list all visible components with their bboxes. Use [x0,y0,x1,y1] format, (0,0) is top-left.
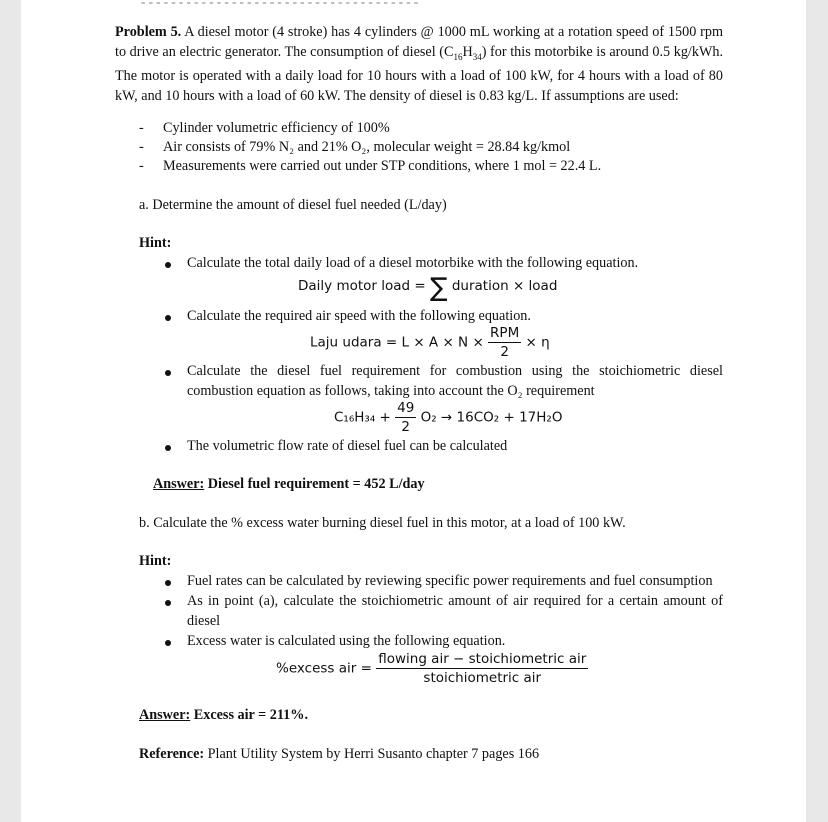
problem-text-2: ) for this motorbike is around 0.5 kg/kWh. The motor is operated with a daily load for 10 hours with a load of 100 kW, for 4 hours with a load of 80 kW, and 10 hours with a load of 60 kW. The density of diesel is 0.83 kg/L. If assumptions are used: [115,43,723,104]
question-a: a. Determine the amount of diesel fuel needed (L/day) [139,197,447,213]
eq2-numerator: RPM [490,325,520,341]
bullet-dot [165,262,171,268]
assumption-text: Cylinder volumetric efficiency of 100% [163,120,390,136]
fraction-rpm [488,325,521,360]
cropped-header-text [141,0,701,4]
bullet-dot [165,580,171,586]
hint-b-bullet-1: Fuel rates can be calculated by reviewing specific power requirements and fuel consumption [187,573,713,589]
problem-label: Problem 5. [115,24,182,40]
hint-label-b: Hint: [139,553,172,569]
problem-text-1: A diesel motor (4 stroke) has 4 cylinders @ 1000 mL working at a rotation speed of 1500 rpm to drive an electric generator. The consumption of diesel (C [115,24,723,60]
eq1-right: duration × load [447,278,558,294]
answer-b-text: Excess air = 211%. [190,707,309,723]
hint-a-bullet-1: Calculate the total daily load of a diesel motorbike with the following equation. [187,255,639,271]
bullet-dot [165,370,171,376]
reference-text: Plant Utility System by Herri Susanto chapter 7 pages 166 [204,746,540,762]
assumption-text: Measurements were carried out under STP conditions, where 1 mol = 22.4 L. [163,158,602,174]
document-page: Problem 5. A diesel motor (4 stroke) has 4 cylinders @ 1000 mL working at a rotation speed of 1500 rpm to drive an electric generator. The consumption of diesel $(C_{16}H_{34})$ for this motorbike is around 0.5 kg/kWh. The motor is operated with a daily load for 10 hours with a load of 100 kW, for 4 hours with a load of 80 kW, and 10 hours with a load of 60 kW. The density of diesel is 0.83 kg/L. If assumptions are used: - Cylinder volumetric efficiency of 100% - Air consists of 79% N₂ and 21% O₂, molecular weight = 28.84 kg/kmol - Measurements were carried out under STP conditions, where 1 mol = 22.4 L. a. Determine the amount of diesel fuel needed (L/day) Hint: Calculate the total daily load of a diesel motorbike with the following equation. Daily motor load = ∑ duration × load Calculate the required air speed with the following equation. Laju udara = L × A × N × $\frac{\text{RPM}}{2}$ × η Calculate the diesel fuel requirement for combustion using the stoichiometric diesel combustion equation as follows, taking into account the O₂ requirement C₁₆H₃₄ + $\frac{49}{2}$ O₂ → 16CO₂ + 17H₂O The volumetric flow rate of diesel fuel can be calculated Answer: Diesel fuel requirement = 452 L/day b. Calculate the % excess water burning diesel fuel in this motor, at a load of 100 kW. Hint: Fuel rates can be calculated by reviewing specific power requirements and fuel consumption As in point (a), calculate the stoichiometric amount of air required for a certain amount of diesel Excess water is calculated using the following equation. %excess air = $\frac{\text{flowing air − stoichiometric air}}{\text{stoichiometric air}}$ Answer: Excess air = 211%. Reference: Plant Utility System by Herri Susanto chapter 7 pages 166 [21,0,806,822]
eq2-denominator: 2 [500,344,509,360]
formula-sub-c: 16 [453,51,463,62]
bullet-dot [165,445,171,451]
fraction-49-2 [395,400,416,435]
hint-b-bullet-3: Excess water is calculated using the following equation. [187,633,506,649]
equation-combustion [334,400,562,435]
eqb-left: %excess air = [276,660,377,677]
formula-h: H [462,43,473,60]
hint-b-bullet-2: As in point (a), calculate the stoichiometric amount of air required for a certain amount of diesel [187,593,723,629]
fraction-excess-air [376,651,588,686]
bullet-dot [165,600,171,606]
eq3-left: C₁₆H₃₄ + [334,409,396,426]
eq1-left: Daily motor load = [298,278,431,294]
eq2-left: Laju udara = L × A × N × [310,334,489,351]
answer-a-text: Diesel fuel requirement = 452 L/day [204,476,425,492]
reference-label: Reference: [139,746,205,762]
equation-air-speed [310,325,550,360]
bullet-dot [165,640,171,646]
answer-b-label: Answer: [139,707,191,723]
sigma-symbol: ∑ [430,273,448,303]
problem-statement [115,23,723,106]
hint-label-a: Hint: [139,235,172,251]
eqb-denominator: stoichiometric air [423,670,542,686]
reference [139,746,539,763]
equation-daily-load [298,273,558,303]
bullet-dot [165,315,171,321]
eqb-numerator: flowing air − stoichiometric air [378,651,587,667]
hint-a-bullet-2: Calculate the required air speed with the following equation. [187,308,531,324]
answer-a-label: Answer: [153,476,205,492]
answer-a [153,476,425,493]
hint-a-bullet-4: The volumetric flow rate of diesel fuel can be calculated [187,438,508,454]
eq2-right: × η [521,334,550,351]
question-b: b. Calculate the % excess water burning diesel fuel in this motor, at a load of 100 kW. [139,515,626,531]
assumption-text: Air consists of 79% N₂ and 21% O₂, molecular weight = 28.84 kg/kmol [163,139,571,155]
eq3-numerator: 49 [397,400,415,416]
hint-a-bullet-3: Calculate the diesel fuel requirement for combustion using the stoichiometric diesel combustion equation as follows, taking into account the O₂ requirement [187,363,723,399]
eq3-right: O₂ → 16CO₂ + 17H₂O [416,409,563,426]
eq3-denominator: 2 [401,419,411,435]
equation-excess-air [276,651,588,686]
formula-sub-h: 34 [472,51,482,62]
answer-b [139,707,308,724]
